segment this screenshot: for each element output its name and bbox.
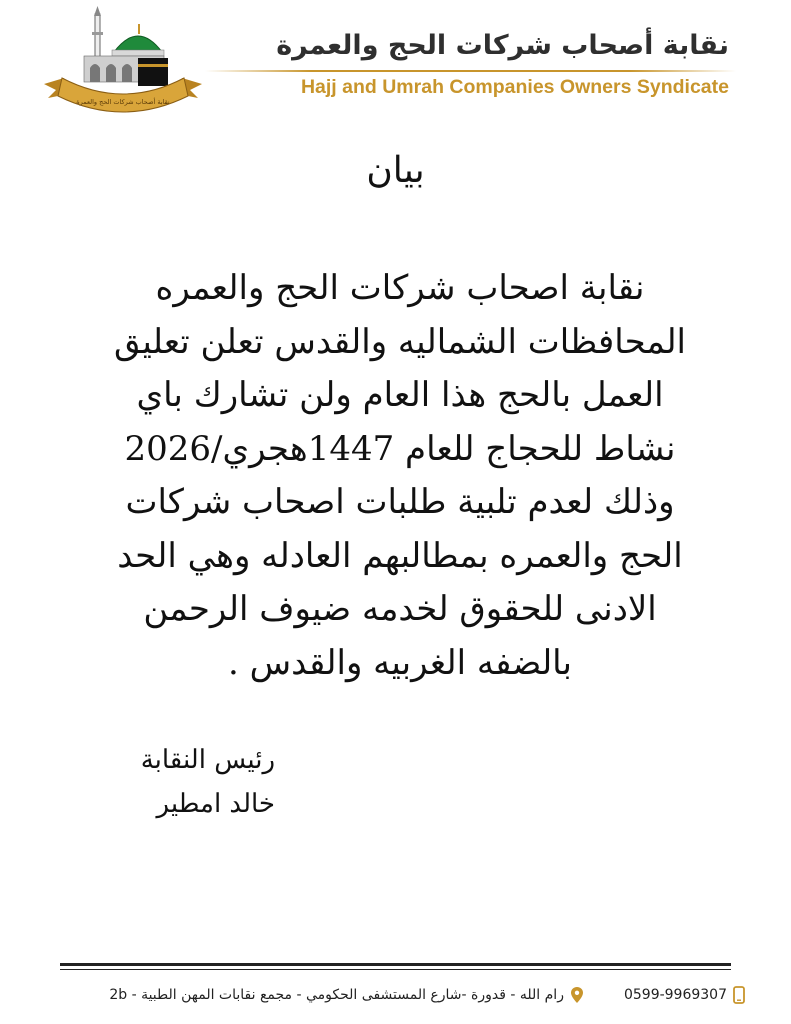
statement-body bbox=[70, 262, 730, 690]
syndicate-logo bbox=[42, 6, 204, 120]
signature-block bbox=[141, 738, 275, 826]
org-name-arabic: نقابة أصحاب شركات الحج والعمرة bbox=[276, 30, 729, 61]
signatory-name: خالد امطير bbox=[156, 789, 275, 819]
logo-ribbon-text: نقابة أصحاب شركات الحج والعمرة bbox=[76, 98, 170, 106]
body-line: الحج والعمره بمطالبهم العادله وهي الحد bbox=[117, 535, 683, 576]
footer-address bbox=[109, 986, 584, 1004]
footer-contact bbox=[75, 982, 745, 1008]
body-line: العمل بالحج هذا العام ولن تشارك باي bbox=[136, 375, 664, 415]
body-line: بالضفه الغربيه والقدس . bbox=[227, 642, 573, 683]
body-line: المحافظات الشماليه والقدس تعلن تعليق bbox=[113, 321, 687, 362]
header-divider bbox=[205, 70, 736, 72]
footer-divider bbox=[60, 963, 731, 972]
statement-title: بيان bbox=[366, 150, 425, 191]
phone-number: 0599-9969307 bbox=[623, 987, 727, 1003]
signatory-position: رئيس النقابة bbox=[140, 745, 275, 775]
body-line: وذلك لعدم تلبية طلبات اصحاب شركات bbox=[125, 482, 675, 522]
body-line: نشاط للحجاج للعام 1447هجري/2026 bbox=[124, 428, 676, 469]
body-line: نقابة اصحاب شركات الحج والعمره bbox=[155, 268, 645, 308]
body-line: الادنى للحقوق لخدمه ضيوف الرحمن bbox=[143, 589, 657, 629]
footer-phone bbox=[624, 986, 745, 1004]
location-pin-icon bbox=[570, 986, 584, 1004]
org-name-english: Hajj and Umrah Companies Owners Syndicate bbox=[300, 76, 729, 98]
address-text: رام الله - قدورة -شارع المستشفى الحكومي - مجمع نقابات المهن الطبية - 2b bbox=[109, 987, 564, 1003]
mobile-phone-icon bbox=[733, 986, 745, 1004]
